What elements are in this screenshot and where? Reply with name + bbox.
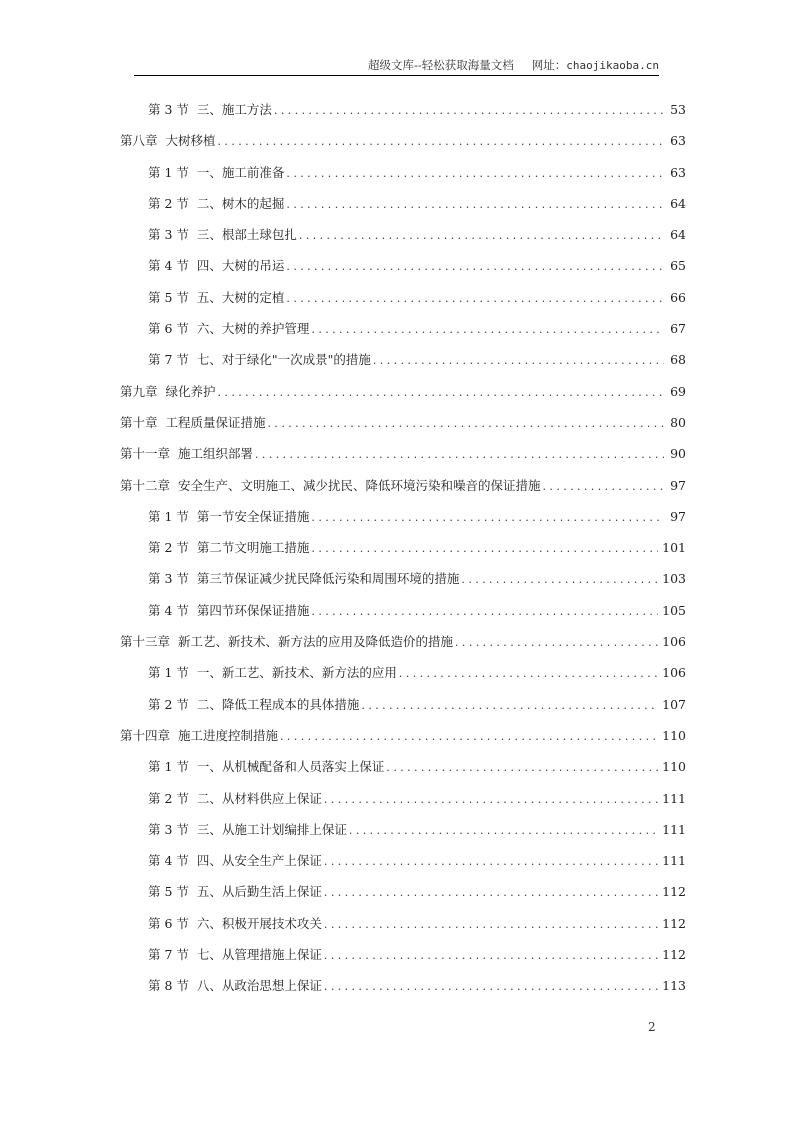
toc-dot-leader xyxy=(361,694,658,718)
toc-section-entry[interactable] xyxy=(120,317,686,348)
toc-dot-leader xyxy=(543,475,664,499)
toc-entry-number: 第 2 节 xyxy=(148,696,189,712)
toc-entry-number: 第十三章 xyxy=(120,634,171,650)
toc-entry-title: 三、根部土球包扎 xyxy=(196,227,297,243)
toc-entry-number: 第 1 节 xyxy=(148,665,189,681)
toc-section-entry[interactable] xyxy=(120,693,686,724)
toc-chapter-entry[interactable] xyxy=(120,380,686,411)
toc-dot-leader xyxy=(218,130,664,154)
toc-section-entry[interactable] xyxy=(120,755,686,786)
toc-entry-number: 第 2 节 xyxy=(148,195,189,211)
toc-entry-title: 六、积极开展技术攻关 xyxy=(196,915,322,931)
toc-entry-page: 65 xyxy=(670,258,686,274)
toc-dot-leader xyxy=(455,631,658,655)
toc-entry-number: 第九章 xyxy=(120,383,158,399)
toc-section-entry[interactable] xyxy=(120,787,686,818)
toc-entry-page: 110 xyxy=(662,727,686,743)
toc-dot-leader xyxy=(286,287,664,311)
toc-entry-page: 111 xyxy=(662,790,686,806)
toc-entry-number: 第 3 节 xyxy=(148,821,189,837)
toc-dot-leader xyxy=(324,975,658,999)
toc-entry-title: 二、从材料供应上保证 xyxy=(196,790,322,806)
toc-entry-page: 112 xyxy=(662,947,686,963)
toc-entry-number: 第 7 节 xyxy=(148,352,189,368)
toc-section-entry[interactable] xyxy=(120,567,686,598)
toc-entry-page: 106 xyxy=(662,634,686,650)
toc-entry-page: 105 xyxy=(662,602,686,618)
toc-dot-leader xyxy=(373,349,664,373)
page-header xyxy=(134,57,659,76)
toc-dot-leader xyxy=(286,193,664,217)
toc-entry-number: 第 3 节 xyxy=(148,571,189,587)
toc-dot-leader xyxy=(274,99,664,123)
toc-section-entry[interactable] xyxy=(120,536,686,567)
toc-entry-title: 安全生产、文明施工、减少扰民、降低环境污染和噪音的保证措施 xyxy=(178,477,541,493)
toc-entry-title: 第四节环保保证措施 xyxy=(196,602,310,618)
toc-entry-title: 三、从施工计划编排上保证 xyxy=(196,821,347,837)
toc-entry-title: 工程质量保证措施 xyxy=(165,414,266,430)
toc-entry-page: 53 xyxy=(670,102,686,117)
toc-entry-page: 107 xyxy=(662,696,686,712)
toc-entry-number: 第 1 节 xyxy=(148,164,189,180)
toc-entry-page: 63 xyxy=(670,133,686,149)
toc-dot-leader xyxy=(255,443,664,467)
toc-entry-page: 64 xyxy=(670,195,686,211)
toc-dot-leader xyxy=(386,756,658,780)
toc-entry-number: 第 1 节 xyxy=(148,759,189,775)
toc-dot-leader xyxy=(268,412,664,436)
toc-entry-page: 80 xyxy=(670,414,686,430)
toc-section-entry[interactable] xyxy=(120,943,686,974)
toc-section-entry[interactable] xyxy=(120,849,686,880)
toc-section-entry[interactable] xyxy=(120,98,686,129)
toc-dot-leader xyxy=(399,662,658,686)
toc-entry-page: 97 xyxy=(670,477,686,493)
toc-dot-leader xyxy=(324,913,658,937)
toc-entry-page: 111 xyxy=(662,821,686,837)
toc-dot-leader xyxy=(461,568,658,592)
toc-section-entry[interactable] xyxy=(120,818,686,849)
toc-chapter-entry[interactable] xyxy=(120,411,686,442)
toc-dot-leader xyxy=(324,881,658,905)
toc-section-entry[interactable] xyxy=(120,912,686,943)
toc-entry-title: 第一节安全保证措施 xyxy=(196,508,310,524)
toc-section-entry[interactable] xyxy=(120,880,686,911)
header-url-label: 网址： xyxy=(531,58,567,72)
toc-entry-number: 第 4 节 xyxy=(148,853,189,869)
toc-entry-page: 103 xyxy=(662,571,686,587)
toc-dot-leader xyxy=(311,318,664,342)
toc-entry-number: 第 2 节 xyxy=(148,540,189,556)
toc-entry-number: 第 4 节 xyxy=(148,258,189,274)
toc-section-entry[interactable] xyxy=(120,286,686,317)
toc-entry-title: 六、大树的养护管理 xyxy=(196,321,310,337)
toc-entry-title: 三、施工方法 xyxy=(196,102,272,117)
toc-section-entry[interactable] xyxy=(120,661,686,692)
toc-entry-number: 第 2 节 xyxy=(148,790,189,806)
toc-entry-number: 第 7 节 xyxy=(148,947,189,963)
header-url: chaojikaoba.cn xyxy=(566,59,659,72)
toc-dot-leader xyxy=(311,537,658,561)
toc-dot-leader xyxy=(311,506,664,530)
toc-entry-title: 施工组织部署 xyxy=(178,446,254,462)
toc-entry-page: 68 xyxy=(670,352,686,368)
toc-entry-number: 第 3 节 xyxy=(148,227,189,243)
toc-section-entry[interactable] xyxy=(120,974,686,1005)
toc-entry-title: 第二节文明施工措施 xyxy=(196,540,310,556)
toc-entry-title: 绿化养护 xyxy=(165,383,216,399)
toc-entry-number: 第十四章 xyxy=(120,727,171,743)
toc-dot-leader xyxy=(280,725,658,749)
toc-chapter-entry[interactable] xyxy=(120,474,686,505)
toc-entry-title: 四、大树的吊运 xyxy=(196,258,285,274)
toc-entry-number: 第十章 xyxy=(120,414,158,430)
toc-section-entry[interactable] xyxy=(120,161,686,192)
toc-entry-number: 第十一章 xyxy=(120,446,171,462)
table-of-contents xyxy=(120,98,686,1006)
toc-entry-page: 112 xyxy=(662,915,686,931)
toc-entry-page: 101 xyxy=(662,540,686,556)
toc-entry-page: 106 xyxy=(662,665,686,681)
toc-dot-leader xyxy=(299,224,664,248)
toc-entry-title: 一、新工艺、新技术、新方法的应用 xyxy=(196,665,397,681)
toc-section-entry[interactable] xyxy=(120,223,686,254)
toc-dot-leader xyxy=(311,600,658,624)
toc-entry-page: 113 xyxy=(662,978,686,994)
toc-entry-number: 第 3 节 xyxy=(148,102,189,117)
toc-section-entry[interactable] xyxy=(120,192,686,223)
toc-entry-page: 67 xyxy=(670,321,686,337)
toc-entry-number: 第 5 节 xyxy=(148,289,189,305)
toc-entry-page: 90 xyxy=(670,446,686,462)
toc-entry-number: 第 6 节 xyxy=(148,915,189,931)
toc-entry-number: 第十二章 xyxy=(120,477,171,493)
toc-chapter-entry[interactable] xyxy=(120,630,686,661)
toc-entry-title: 七、对于绿化"一次成景"的措施 xyxy=(196,352,371,368)
toc-chapter-entry[interactable] xyxy=(120,442,686,473)
toc-dot-leader xyxy=(324,788,658,812)
toc-dot-leader xyxy=(324,850,658,874)
page-number: 2 xyxy=(648,1020,656,1034)
toc-entry-page: 64 xyxy=(670,227,686,243)
toc-entry-number: 第 8 节 xyxy=(148,978,189,994)
toc-entry-title: 八、从政治思想上保证 xyxy=(196,978,322,994)
header-site-name: 超级文库--轻松获取海量文档 xyxy=(368,58,514,72)
toc-entry-page: 112 xyxy=(662,884,686,900)
toc-chapter-entry[interactable] xyxy=(120,129,686,160)
toc-entry-title: 五、大树的定植 xyxy=(196,289,285,305)
toc-dot-leader xyxy=(324,944,658,968)
toc-entry-title: 五、从后勤生活上保证 xyxy=(196,884,322,900)
toc-entry-number: 第八章 xyxy=(120,133,158,149)
toc-entry-title: 二、树木的起掘 xyxy=(196,195,285,211)
toc-entry-title: 七、从管理措施上保证 xyxy=(196,947,322,963)
toc-chapter-entry[interactable] xyxy=(120,724,686,755)
toc-section-entry[interactable] xyxy=(120,348,686,379)
toc-entry-number: 第 4 节 xyxy=(148,602,189,618)
toc-entry-title: 一、从机械配备和人员落实上保证 xyxy=(196,759,385,775)
toc-entry-title: 新工艺、新技术、新方法的应用及降低造价的措施 xyxy=(178,634,454,650)
toc-entry-number: 第 1 节 xyxy=(148,508,189,524)
toc-entry-page: 63 xyxy=(670,164,686,180)
toc-dot-leader xyxy=(349,819,658,843)
toc-entry-page: 69 xyxy=(670,383,686,399)
toc-entry-page: 110 xyxy=(662,759,686,775)
toc-entry-page: 66 xyxy=(670,289,686,305)
toc-section-entry[interactable] xyxy=(120,505,686,536)
toc-entry-title: 一、施工前准备 xyxy=(196,164,285,180)
toc-entry-number: 第 6 节 xyxy=(148,321,189,337)
toc-entry-title: 四、从安全生产上保证 xyxy=(196,853,322,869)
toc-entry-title: 大树移植 xyxy=(165,133,216,149)
toc-entry-page: 97 xyxy=(670,508,686,524)
toc-entry-page: 111 xyxy=(662,853,686,869)
toc-entry-title: 第三节保证减少扰民降低污染和周围环境的措施 xyxy=(196,571,460,587)
toc-entry-title: 二、降低工程成本的具体措施 xyxy=(196,696,360,712)
toc-dot-leader xyxy=(218,381,664,405)
toc-section-entry[interactable] xyxy=(120,254,686,285)
toc-dot-leader xyxy=(286,255,664,279)
toc-section-entry[interactable] xyxy=(120,599,686,630)
toc-dot-leader xyxy=(286,162,664,186)
toc-entry-title: 施工进度控制措施 xyxy=(178,727,279,743)
toc-entry-number: 第 5 节 xyxy=(148,884,189,900)
